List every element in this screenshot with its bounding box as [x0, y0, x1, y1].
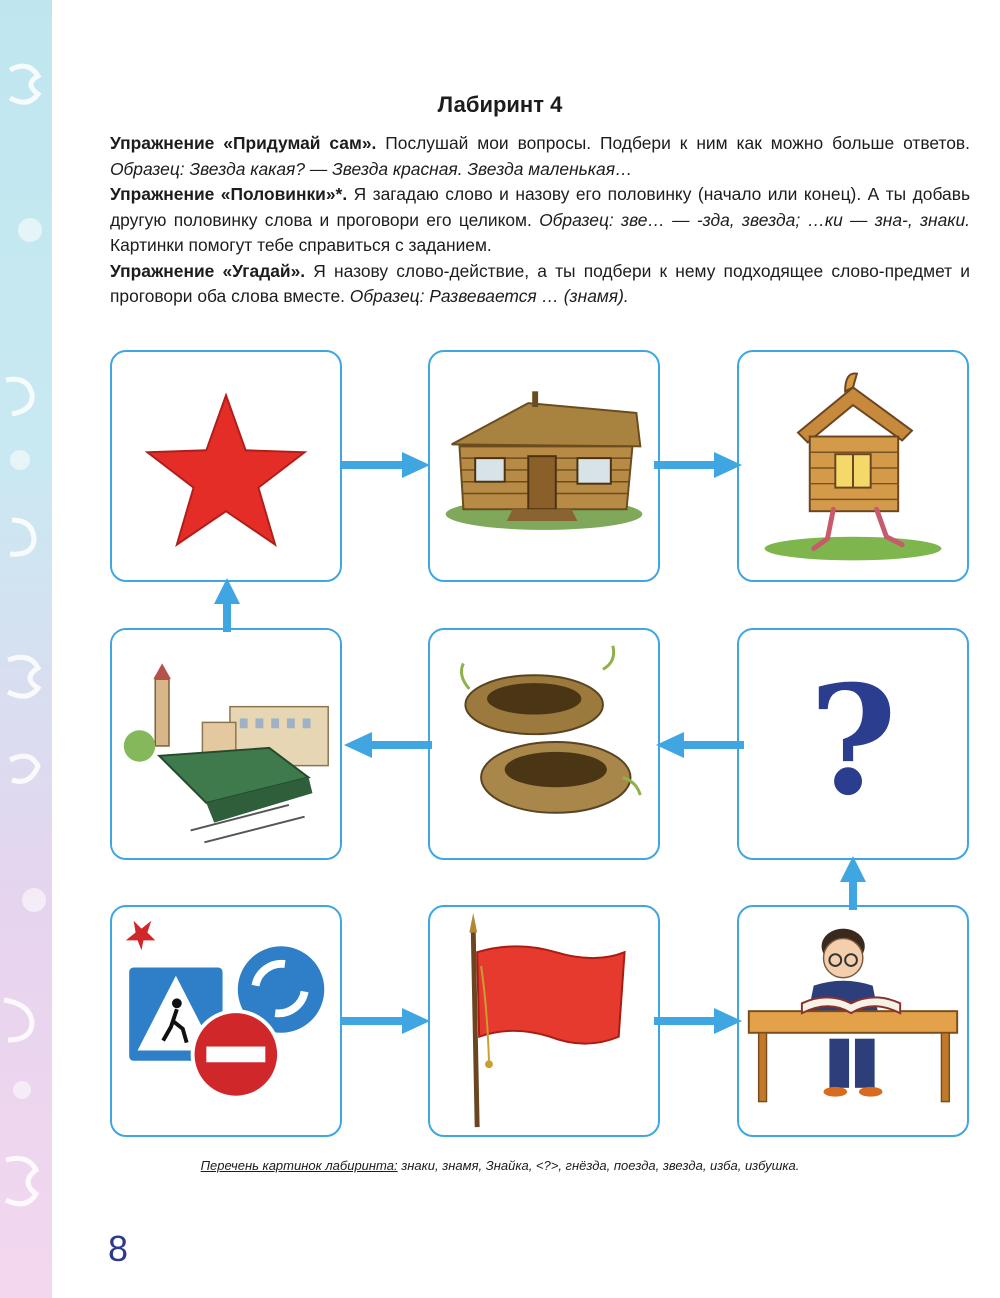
arrow-right-icon — [654, 450, 744, 480]
arrow-right-icon — [342, 1006, 432, 1036]
picture-list — [0, 1158, 1000, 1173]
question-mark: ? — [809, 653, 897, 829]
page-title: Лабиринт 4 — [437, 92, 563, 117]
card-izbushka[interactable] — [737, 350, 969, 582]
exercise-3-example: Образец: Развевается … (знамя). — [349, 286, 629, 306]
card-question[interactable] — [737, 628, 969, 860]
exercise-1-example: Образец: Звезда какая? — Звезда красная. Звезда маленькая… — [110, 158, 633, 179]
log-hut-icon — [430, 352, 658, 580]
train-station-icon — [112, 630, 340, 858]
arrow-right-icon — [654, 1006, 744, 1036]
card-train-station[interactable] — [110, 628, 342, 860]
card-boy[interactable] — [737, 905, 969, 1137]
hut-on-chicken-legs-icon — [739, 352, 967, 580]
decorative-left-border — [0, 0, 60, 1298]
exercise-3-name: Упражнение «Угадай». — [110, 260, 306, 281]
exercise-2-text: Я загадаю слово и назову его половинку (начало или конец). А ты добавь другую половинку слова и проговори его целиком. — [110, 184, 970, 230]
picture-list-items: знаки, знамя, Знайка, <?>, гнёзда, поезда, звезда, изба, избушка. — [397, 1158, 800, 1173]
card-star[interactable] — [110, 350, 342, 582]
card-signs[interactable] — [110, 905, 342, 1137]
arrow-up-icon — [212, 576, 242, 632]
card-hut[interactable] — [428, 350, 660, 582]
road-signs-icon — [112, 907, 340, 1135]
card-nests[interactable] — [428, 628, 660, 860]
arrow-up-icon — [838, 854, 868, 910]
arrow-right-icon — [342, 450, 432, 480]
arrow-left-icon — [342, 730, 432, 760]
exercise-1-text: Послушай мои вопросы. Подбери к ним как можно больше ответов. — [376, 133, 971, 153]
red-flag-icon — [430, 907, 658, 1135]
exercise-2-text-end: Картинки помогут тебе справиться с заданием. — [110, 235, 492, 255]
exercise-1 — [110, 131, 970, 182]
page-number: 8 — [108, 1228, 129, 1269]
exercise-2-name: Упражнение «Половинки»*. — [110, 184, 348, 204]
exercise-3 — [110, 259, 970, 310]
exercise-2 — [110, 182, 970, 259]
red-star-icon — [112, 352, 340, 580]
exercise-1-name: Упражнение «Придумай сам». — [110, 133, 377, 153]
card-flag[interactable] — [428, 905, 660, 1137]
picture-list-label: Перечень картинок лабиринта: — [200, 1158, 398, 1173]
boy-reading-book-icon — [739, 907, 967, 1135]
exercise-3-text: Я назову слово-действие, а ты подбери к нему подходящее слово-предмет и проговори оба слова вместе. — [110, 260, 971, 306]
bird-nests-icon — [430, 630, 658, 858]
instructions — [110, 131, 970, 310]
exercise-2-example: Образец: зве… — -зда, звезда; …ки — зна-, знаки. — [539, 209, 970, 230]
arrow-left-icon — [654, 730, 744, 760]
